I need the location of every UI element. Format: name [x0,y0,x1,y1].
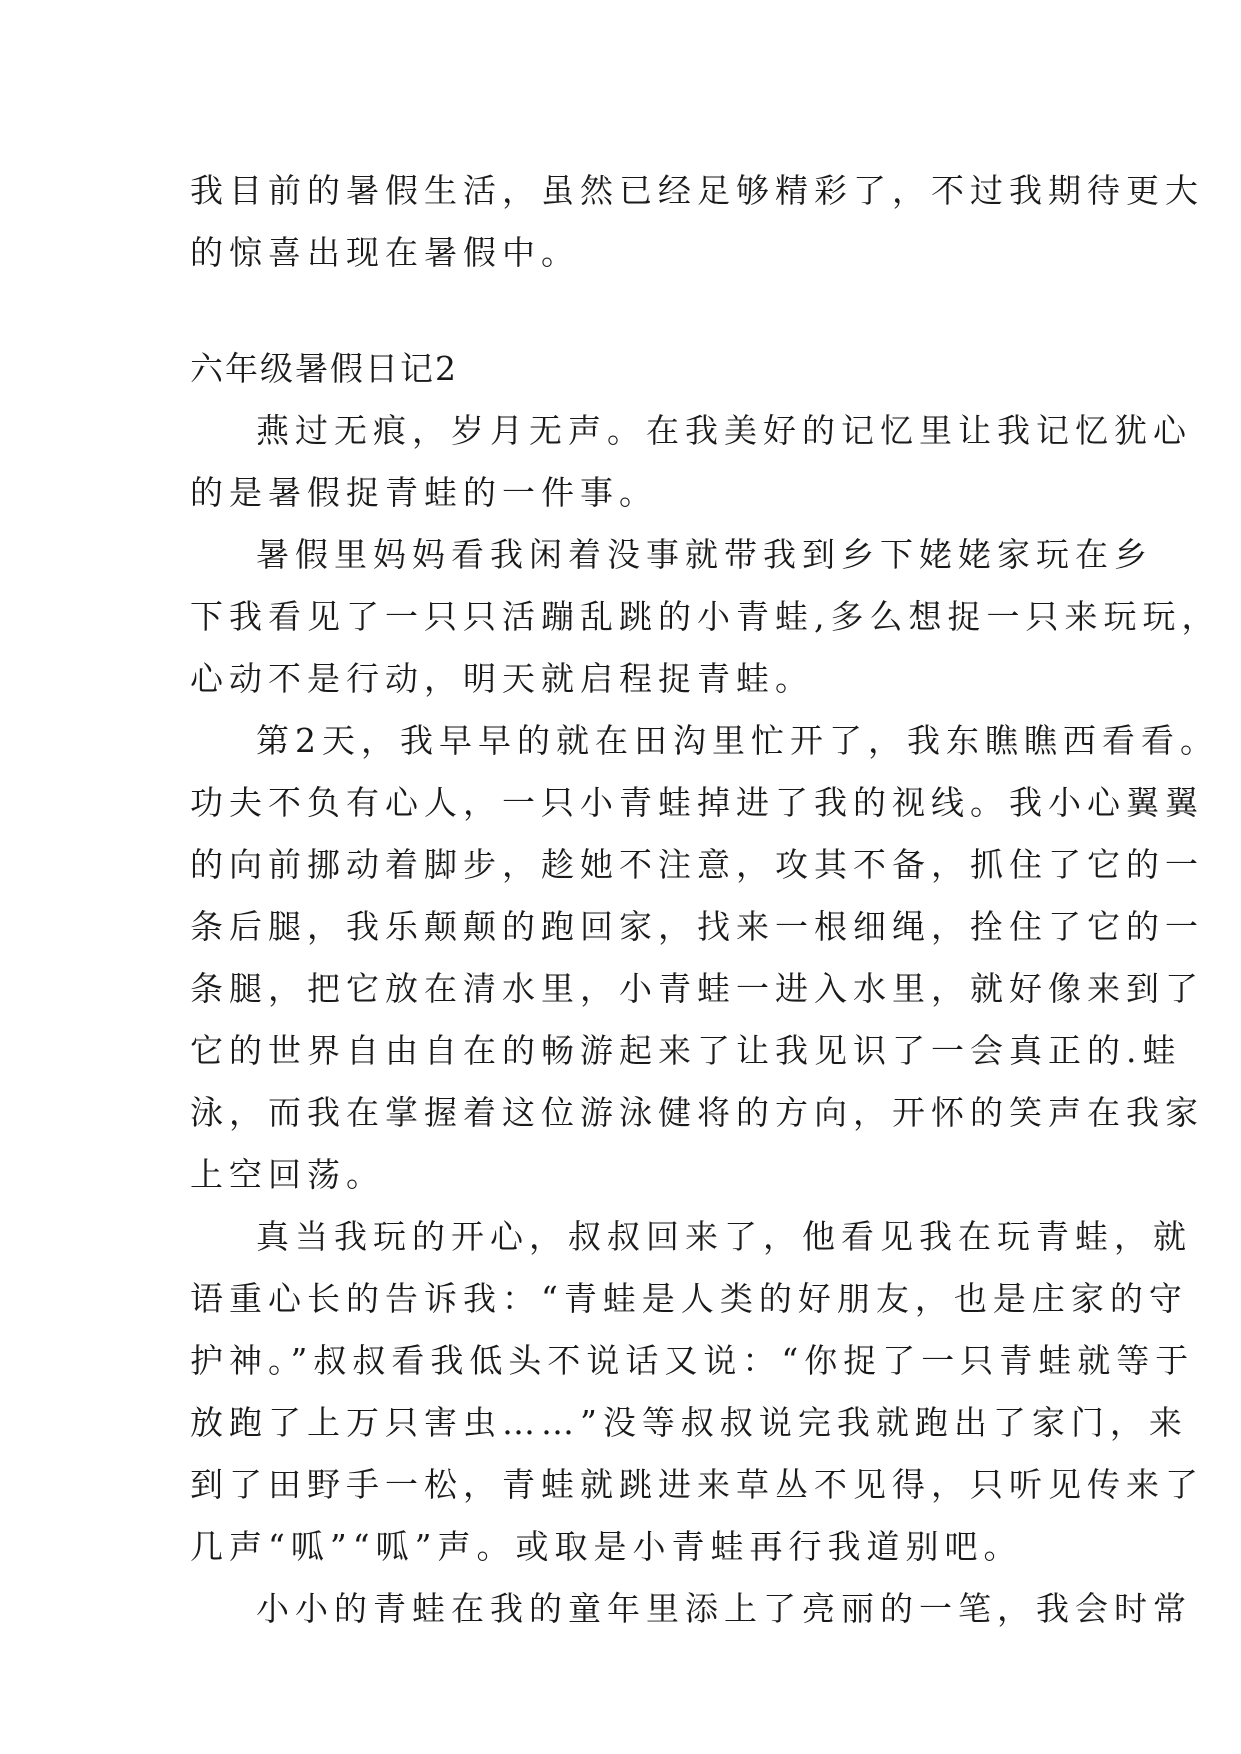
paragraph-line: 功夫不负有心人，一只小青蛙掉进了我的视线。我小心翼翼 [190,783,1204,822]
paragraph-5 [190,1578,1192,1640]
paragraph-line: 的向前挪动着脚步，趁她不注意，攻其不备，抓住了它的一 [190,845,1204,884]
paragraph-line: 条后腿，我乐颠颠的跑回家，找来一根细绳，拴住了它的一 [190,907,1204,946]
paragraph-line: 泳，而我在掌握着这位游泳健将的方向，开怀的笑声在我家 [190,1093,1204,1132]
paragraph-4 [190,1206,1204,1578]
paragraph-line: 上空回荡。 [190,1155,385,1194]
paragraph-1 [190,400,1192,524]
paragraph-line: 我目前的暑假生活，虽然已经足够精彩了，不过我期待更大 [190,171,1204,210]
paragraph-line: 到了田野手一松，青蛙就跳进来草丛不见得，只听见传来了 [190,1465,1204,1504]
paragraph-line: 几声“呱”“呱”声。或取是小青蛙再行我道别吧。 [190,1527,1023,1566]
paragraph-line: 暑假里妈妈看我闲着没事就带我到乡下姥姥家玩在乡 [256,535,1153,574]
section-spacer [190,284,1050,338]
paragraph-line: 语重心长的告诉我：“青蛙是人类的好朋友，也是庄家的守 [190,1279,1188,1318]
paragraph-3 [190,710,1219,1206]
paragraph-line: 它的世界自由自在的畅游起来了让我见识了一会真正的.蛙 [190,1031,1182,1070]
paragraph-line: 心动不是行动，明天就启程捉青蛙。 [190,659,814,698]
paragraph-line: 放跑了上万只害虫……”没等叔叔说完我就跑出了家门，来 [190,1403,1188,1442]
paragraph-line: 下我看见了一只只活蹦乱跳的小青蛙,多么想捉一只来玩玩， [190,597,1221,636]
paragraph-line: 燕过无痕，岁月无声。在我美好的记忆里让我记忆犹心 [256,411,1192,450]
paragraph-line: 真当我玩的开心，叔叔回来了，他看见我在玩青蛙，就 [256,1217,1192,1256]
intro-paragraph [190,160,1204,284]
paragraph-2 [190,524,1221,710]
paragraph-line: 第2天，我早早的就在田沟里忙开了，我东瞧瞧西看看。 [256,721,1219,760]
paragraph-line: 护神。”叔叔看我低头不说话又说：“你捉了一只青蛙就等于 [190,1341,1195,1380]
paragraph-line: 的惊喜出现在暑假中。 [190,233,580,272]
paragraph-line: 条腿，把它放在清水里，小青蛙一进入水里，就好像来到了 [190,969,1204,1008]
section-title: 六年级暑假日记2 [190,349,458,388]
paragraph-line: 小小的青蛙在我的童年里添上了亮丽的一笔，我会时常 [256,1589,1192,1628]
paragraph-line: 的是暑假捉青蛙的一件事。 [190,473,658,512]
document-page [190,160,1221,1640]
